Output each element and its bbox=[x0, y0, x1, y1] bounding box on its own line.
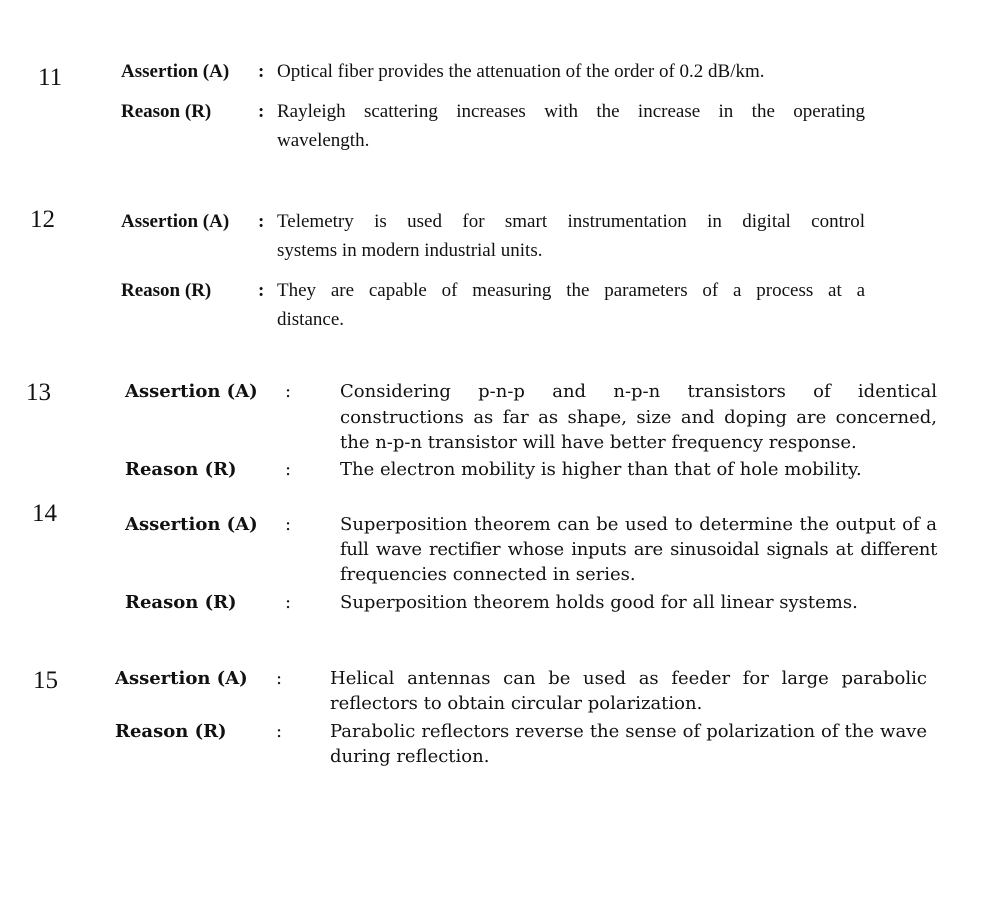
reason-label: Reason (R) bbox=[115, 721, 227, 742]
assertion-label: Assertion (A) bbox=[115, 668, 248, 689]
colon: : bbox=[285, 592, 292, 613]
reason-label: Reason (R) bbox=[125, 592, 237, 613]
question-number: 15 bbox=[33, 667, 58, 694]
assertion-text: the n-p-n transistor will have better frequency response. bbox=[340, 432, 857, 453]
assertion-text: full wave rectifier whose inputs are sinusoidal signals at different bbox=[340, 539, 937, 560]
assertion-text: systems in modern industrial units. bbox=[277, 240, 543, 261]
reason-label: Reason (R) bbox=[125, 459, 237, 480]
question-number: 14 bbox=[32, 500, 57, 527]
assertion-text: Optical fiber provides the attenuation of the order of 0.2 dB/km. bbox=[277, 61, 765, 82]
colon: : bbox=[258, 280, 265, 301]
colon: : bbox=[285, 459, 292, 480]
reason-text: Superposition theorem holds good for all linear systems. bbox=[340, 592, 858, 613]
assertion-text: Helical antennas can be used as feeder for large parabolic bbox=[330, 668, 927, 689]
question-number: 13 bbox=[26, 379, 51, 406]
reason-label: Reason (R) bbox=[121, 280, 212, 301]
reason-text: Rayleigh scattering increases with the increase in the operating bbox=[277, 101, 865, 122]
colon: : bbox=[258, 61, 265, 82]
question-number: 11 bbox=[38, 64, 63, 91]
colon: : bbox=[258, 101, 265, 122]
colon: : bbox=[285, 381, 292, 402]
assertion-label: Assertion (A) bbox=[121, 211, 230, 232]
assertion-text: reflectors to obtain circular polarization. bbox=[330, 693, 703, 714]
assertion-text: frequencies connected in series. bbox=[340, 564, 636, 585]
assertion-label: Assertion (A) bbox=[121, 61, 230, 82]
reason-text: wavelength. bbox=[277, 130, 370, 151]
reason-text: The electron mobility is higher than that of hole mobility. bbox=[340, 459, 862, 480]
reason-text: They are capable of measuring the parameters of a process at a bbox=[277, 280, 865, 301]
colon: : bbox=[258, 211, 265, 232]
reason-text: during reflection. bbox=[330, 746, 490, 767]
reason-text: distance. bbox=[277, 309, 345, 330]
colon: : bbox=[276, 668, 283, 689]
assertion-text: constructions as far as shape, size and doping are concerned, bbox=[340, 407, 937, 428]
assertion-text: Superposition theorem can be used to determine the output of a bbox=[340, 514, 937, 535]
reason-label: Reason (R) bbox=[121, 101, 212, 122]
assertion-label: Assertion (A) bbox=[125, 381, 258, 402]
assertion-text: Telemetry is used for smart instrumentation in digital control bbox=[277, 211, 865, 232]
question-number: 12 bbox=[30, 206, 55, 233]
assertion-label: Assertion (A) bbox=[125, 514, 258, 535]
assertion-text: Considering p-n-p and n-p-n transistors of identical bbox=[340, 381, 937, 402]
colon: : bbox=[285, 514, 292, 535]
reason-text: Parabolic reflectors reverse the sense of polarization of the wave bbox=[330, 721, 927, 742]
colon: : bbox=[276, 721, 283, 742]
